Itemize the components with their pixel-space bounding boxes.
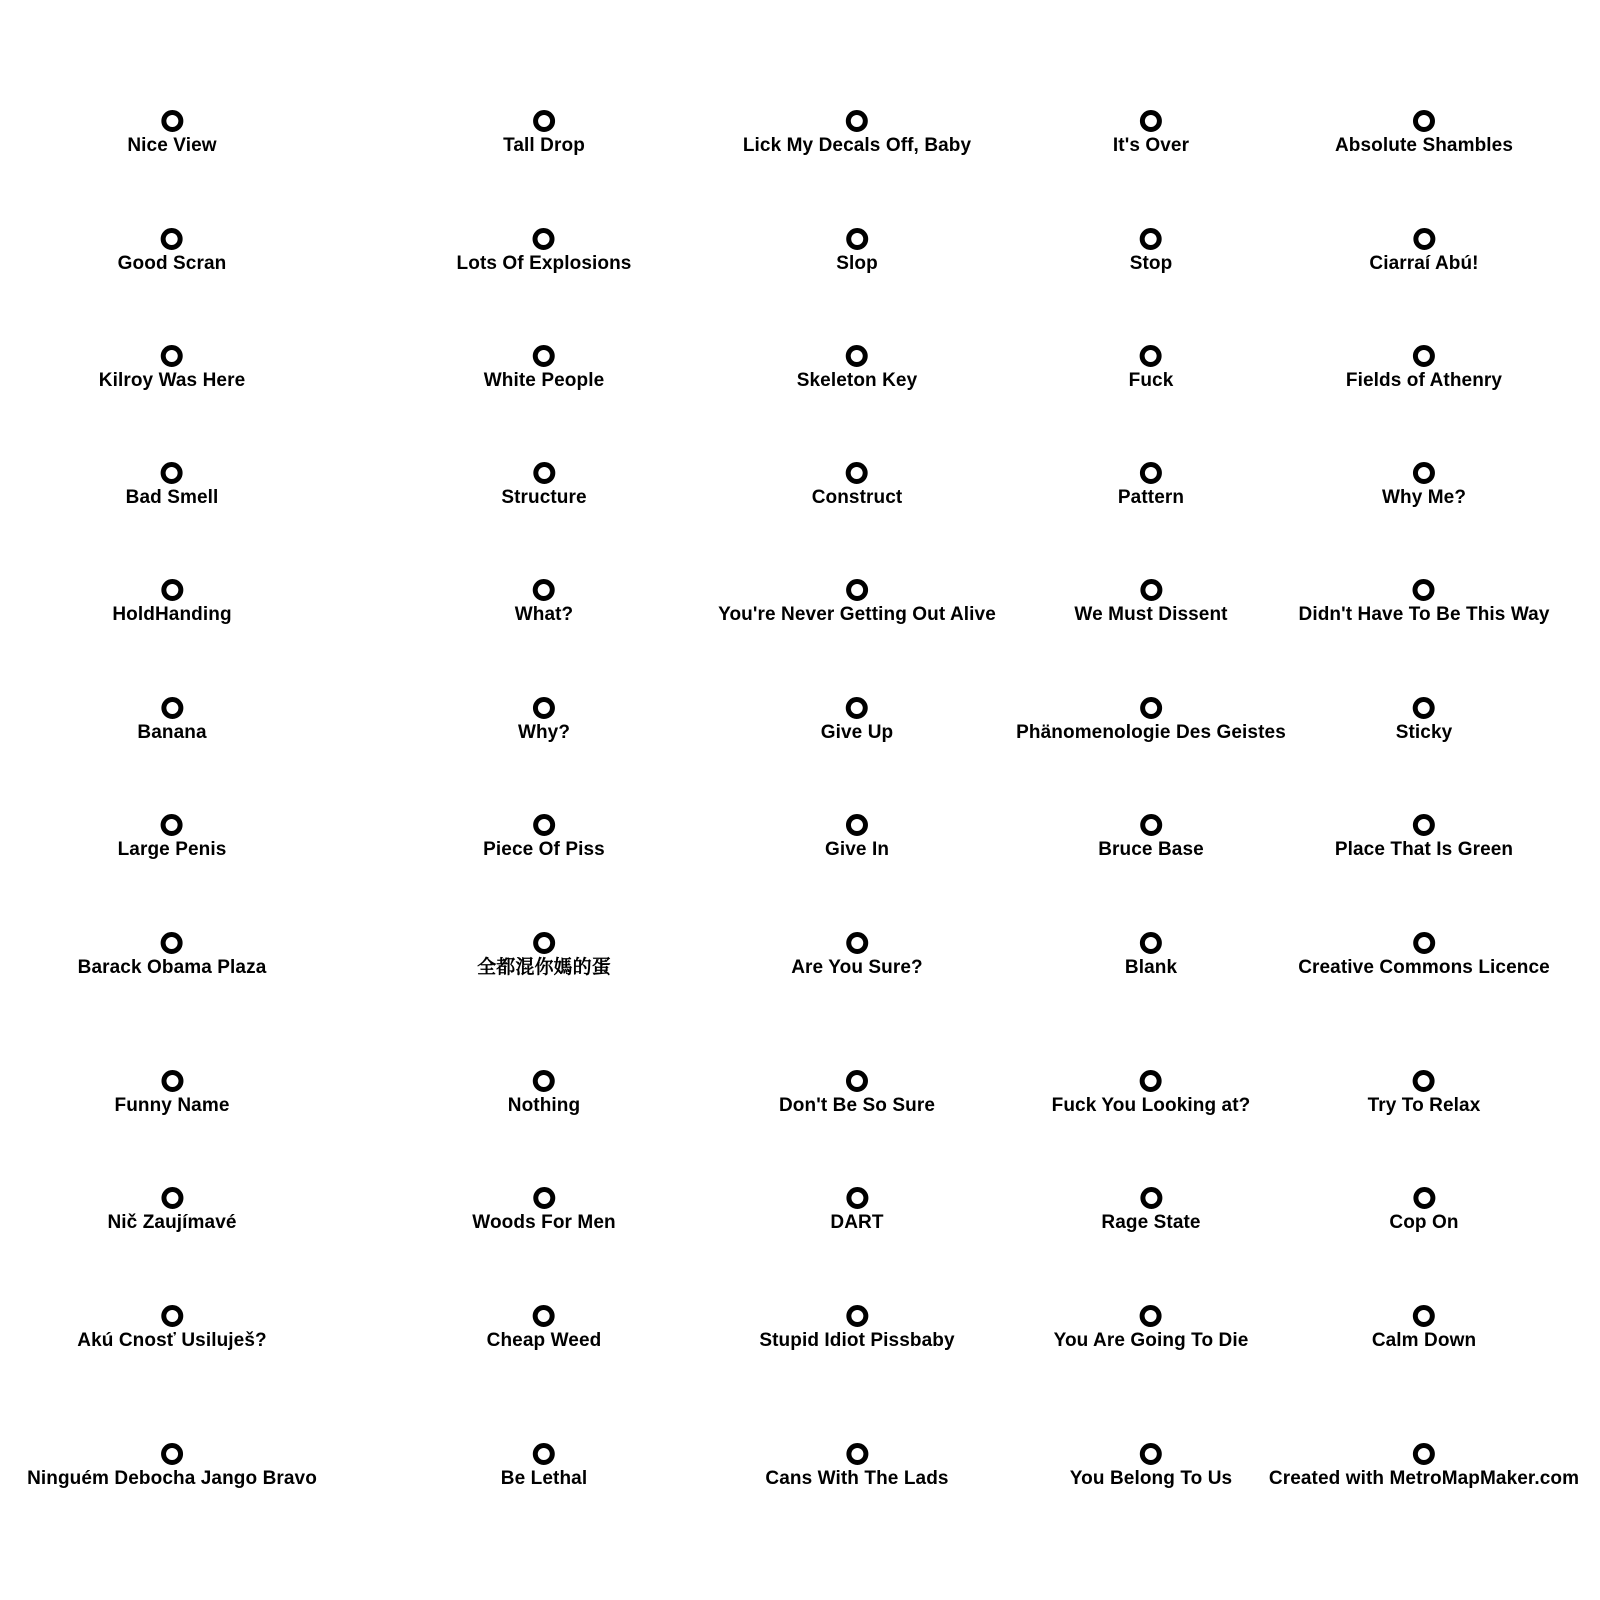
station[interactable]: [791, 932, 923, 979]
station[interactable]: [118, 814, 227, 861]
station-marker-icon[interactable]: [161, 228, 183, 250]
station[interactable]: [743, 110, 971, 157]
station-label: You Are Going To Die: [1053, 1330, 1249, 1351]
station[interactable]: [99, 345, 246, 392]
station-marker-icon[interactable]: [1140, 1070, 1162, 1092]
station[interactable]: [1382, 462, 1466, 509]
station-marker-icon[interactable]: [1413, 932, 1435, 954]
station[interactable]: [112, 579, 231, 626]
station-label: Blank: [1124, 957, 1178, 978]
station[interactable]: [759, 1305, 954, 1352]
station-label: Don't Be So Sure: [778, 1095, 936, 1116]
station-label: White People: [483, 370, 605, 391]
station-marker-icon[interactable]: [533, 1070, 555, 1092]
station[interactable]: [114, 1070, 229, 1117]
station[interactable]: [1299, 579, 1550, 626]
station-marker-icon[interactable]: [1413, 1305, 1435, 1327]
station-marker-icon[interactable]: [1140, 579, 1162, 601]
station-marker-icon[interactable]: [533, 228, 555, 250]
station-marker-icon[interactable]: [1140, 932, 1162, 954]
station-marker-icon[interactable]: [533, 697, 555, 719]
station-label: Rage State: [1101, 1212, 1201, 1233]
station-label: Created with MetroMapMaker.com: [1268, 1468, 1580, 1489]
station-label: Are You Sure?: [791, 957, 923, 978]
station-label: Fuck: [1128, 370, 1174, 391]
station-marker-icon[interactable]: [1413, 814, 1435, 836]
station[interactable]: [1269, 1443, 1579, 1490]
station[interactable]: [477, 932, 611, 979]
station[interactable]: [836, 228, 878, 275]
station[interactable]: [501, 1443, 587, 1490]
station-marker-icon[interactable]: [533, 462, 555, 484]
station-marker-icon[interactable]: [1413, 462, 1435, 484]
station-marker-icon[interactable]: [161, 814, 183, 836]
station-marker-icon[interactable]: [533, 1187, 555, 1209]
station-label: Structure: [501, 487, 587, 508]
station-label: Piece Of Piss: [483, 839, 605, 860]
station-label: Skeleton Key: [796, 370, 918, 391]
station-label: Phänomenologie Des Geistes: [1016, 722, 1286, 743]
station[interactable]: [77, 1305, 266, 1352]
station[interactable]: [457, 228, 632, 275]
station-marker-icon[interactable]: [846, 345, 868, 367]
station-marker-icon[interactable]: [1413, 110, 1435, 132]
station[interactable]: [1298, 932, 1550, 979]
station-label: Fields of Athenry: [1345, 370, 1503, 391]
station-label: Why Me?: [1381, 487, 1467, 508]
station-label: Try To Relax: [1367, 1095, 1481, 1116]
station-label: What?: [514, 604, 574, 625]
station[interactable]: [765, 1443, 948, 1490]
station-marker-icon[interactable]: [161, 110, 183, 132]
station-marker-icon[interactable]: [1413, 228, 1435, 250]
station[interactable]: [1101, 1187, 1200, 1234]
station-marker-icon[interactable]: [1140, 814, 1162, 836]
station-label: Stupid Idiot Pissbaby: [759, 1330, 955, 1351]
station-label: Lick My Decals Off, Baby: [742, 135, 972, 156]
station-label: Absolute Shambles: [1334, 135, 1514, 156]
station[interactable]: [1346, 345, 1502, 392]
station-marker-icon[interactable]: [161, 462, 183, 484]
station[interactable]: [508, 1070, 580, 1117]
station[interactable]: [27, 1443, 317, 1490]
station-marker-icon[interactable]: [1413, 1070, 1435, 1092]
station[interactable]: [518, 697, 570, 744]
station-label: Cop On: [1389, 1212, 1459, 1233]
station-label: Give Up: [820, 722, 894, 743]
station[interactable]: [1125, 932, 1177, 979]
station-marker-icon[interactable]: [533, 932, 555, 954]
station-label: Nice View: [127, 135, 217, 156]
station[interactable]: [503, 110, 585, 157]
station-marker-icon[interactable]: [846, 1187, 868, 1209]
station[interactable]: [127, 110, 216, 157]
station-marker-icon[interactable]: [161, 697, 183, 719]
station[interactable]: [1118, 462, 1184, 509]
station-label: Be Lethal: [500, 1468, 588, 1489]
station[interactable]: [1335, 814, 1513, 861]
station-label: Lots Of Explosions: [456, 253, 632, 274]
station-label: Barack Obama Plaza: [77, 957, 267, 978]
station-marker-icon[interactable]: [1413, 697, 1435, 719]
station-label: Construct: [811, 487, 903, 508]
station-marker-icon[interactable]: [1140, 462, 1162, 484]
station-label: Place That Is Green: [1334, 839, 1514, 860]
station-marker-icon[interactable]: [1140, 1305, 1162, 1327]
station-marker-icon[interactable]: [846, 462, 868, 484]
station-marker-icon[interactable]: [846, 932, 868, 954]
station[interactable]: [1372, 1305, 1476, 1352]
station[interactable]: [487, 1305, 602, 1352]
station[interactable]: [1070, 1443, 1232, 1490]
station-marker-icon[interactable]: [161, 932, 183, 954]
station-marker-icon[interactable]: [846, 579, 868, 601]
station-label: You Belong To Us: [1069, 1468, 1233, 1489]
station-label: Calm Down: [1371, 1330, 1477, 1351]
station-label: Pattern: [1117, 487, 1185, 508]
station-marker-icon[interactable]: [1140, 1187, 1162, 1209]
station-label: Creative Commons Licence: [1298, 957, 1550, 978]
station[interactable]: [1369, 228, 1478, 275]
station-label: 全都混你媽的蛋: [477, 957, 611, 978]
station-label: Slop: [836, 253, 878, 274]
station-label: HoldHanding: [112, 604, 232, 625]
station-marker-icon[interactable]: [1140, 697, 1162, 719]
station-marker-icon[interactable]: [1413, 1187, 1435, 1209]
station[interactable]: [797, 345, 918, 392]
station-label: Ninguém Debocha Jango Bravo: [27, 1468, 317, 1489]
station[interactable]: [1396, 697, 1453, 744]
station-label: Large Penis: [117, 839, 227, 860]
station-marker-icon[interactable]: [161, 1187, 183, 1209]
station[interactable]: [137, 697, 206, 744]
station[interactable]: [483, 814, 605, 861]
station[interactable]: [830, 1187, 883, 1234]
station-marker-icon[interactable]: [533, 110, 555, 132]
station-marker-icon[interactable]: [1140, 345, 1162, 367]
station-marker-icon[interactable]: [1413, 579, 1435, 601]
station[interactable]: [1130, 228, 1173, 275]
station-marker-icon[interactable]: [161, 1070, 183, 1092]
station-marker-icon[interactable]: [846, 228, 868, 250]
station-label: Cans With The Lads: [765, 1468, 949, 1489]
station-marker-icon[interactable]: [846, 1070, 868, 1092]
station-marker-icon[interactable]: [1413, 1443, 1435, 1465]
station[interactable]: [1052, 1070, 1251, 1117]
station[interactable]: [1389, 1187, 1458, 1234]
station-label: Funny Name: [114, 1095, 230, 1116]
station-label: We Must Dissent: [1074, 604, 1228, 625]
station[interactable]: [779, 1070, 935, 1117]
station-marker-icon[interactable]: [533, 1443, 555, 1465]
station[interactable]: [78, 932, 267, 979]
station[interactable]: [484, 345, 605, 392]
station[interactable]: [1016, 697, 1286, 744]
station-label: Sticky: [1395, 722, 1453, 743]
station[interactable]: [472, 1187, 615, 1234]
station-label: Give In: [824, 839, 890, 860]
station[interactable]: [1368, 1070, 1481, 1117]
station-label: Nič Zaujímavé: [107, 1212, 237, 1233]
station[interactable]: [718, 579, 996, 626]
station-label: Didn't Have To Be This Way: [1298, 604, 1550, 625]
station-marker-icon[interactable]: [161, 1305, 183, 1327]
station[interactable]: [515, 579, 574, 626]
station-marker-icon[interactable]: [1140, 1443, 1162, 1465]
station-label: Tall Drop: [503, 135, 585, 156]
station-label: Ciarraí Abú!: [1369, 253, 1479, 274]
station-label: DART: [830, 1212, 884, 1233]
station-label: Nothing: [507, 1095, 581, 1116]
station[interactable]: [1054, 1305, 1249, 1352]
station[interactable]: [107, 1187, 236, 1234]
station-marker-icon[interactable]: [161, 345, 183, 367]
station-label: Kilroy Was Here: [98, 370, 246, 391]
station-marker-icon[interactable]: [1140, 110, 1162, 132]
station-marker-icon[interactable]: [533, 579, 555, 601]
station-marker-icon[interactable]: [1140, 228, 1162, 250]
station[interactable]: [1335, 110, 1513, 157]
station-marker-icon[interactable]: [161, 1443, 183, 1465]
station-marker-icon[interactable]: [533, 345, 555, 367]
station[interactable]: [1074, 579, 1227, 626]
station-label: Why?: [517, 722, 571, 743]
station[interactable]: [812, 462, 903, 509]
station-label: Bruce Base: [1098, 839, 1204, 860]
station[interactable]: [1129, 345, 1174, 392]
station-marker-icon[interactable]: [161, 579, 183, 601]
station[interactable]: [118, 228, 227, 275]
station-marker-icon[interactable]: [846, 814, 868, 836]
station-marker-icon[interactable]: [846, 697, 868, 719]
station-label: Good Scran: [117, 253, 227, 274]
station-label: Cheap Weed: [486, 1330, 602, 1351]
station-label: Banana: [137, 722, 207, 743]
station-marker-icon[interactable]: [846, 1305, 868, 1327]
station-label: Stop: [1129, 253, 1173, 274]
station[interactable]: [126, 462, 219, 509]
station-marker-icon[interactable]: [846, 110, 868, 132]
station-label: Fuck You Looking at?: [1051, 1095, 1251, 1116]
station[interactable]: [1113, 110, 1189, 157]
station-label: It's Over: [1112, 135, 1190, 156]
station-marker-icon[interactable]: [533, 1305, 555, 1327]
station[interactable]: [825, 814, 889, 861]
station-marker-icon[interactable]: [846, 1443, 868, 1465]
station-label: You're Never Getting Out Alive: [718, 604, 996, 625]
station[interactable]: [1098, 814, 1204, 861]
station-label: Woods For Men: [472, 1212, 616, 1233]
station-marker-icon[interactable]: [533, 814, 555, 836]
station-label: Bad Smell: [125, 487, 219, 508]
station-marker-icon[interactable]: [1413, 345, 1435, 367]
station-label: Akú Cnosť Usiluješ?: [77, 1330, 267, 1351]
station[interactable]: [501, 462, 586, 509]
station[interactable]: [821, 697, 894, 744]
